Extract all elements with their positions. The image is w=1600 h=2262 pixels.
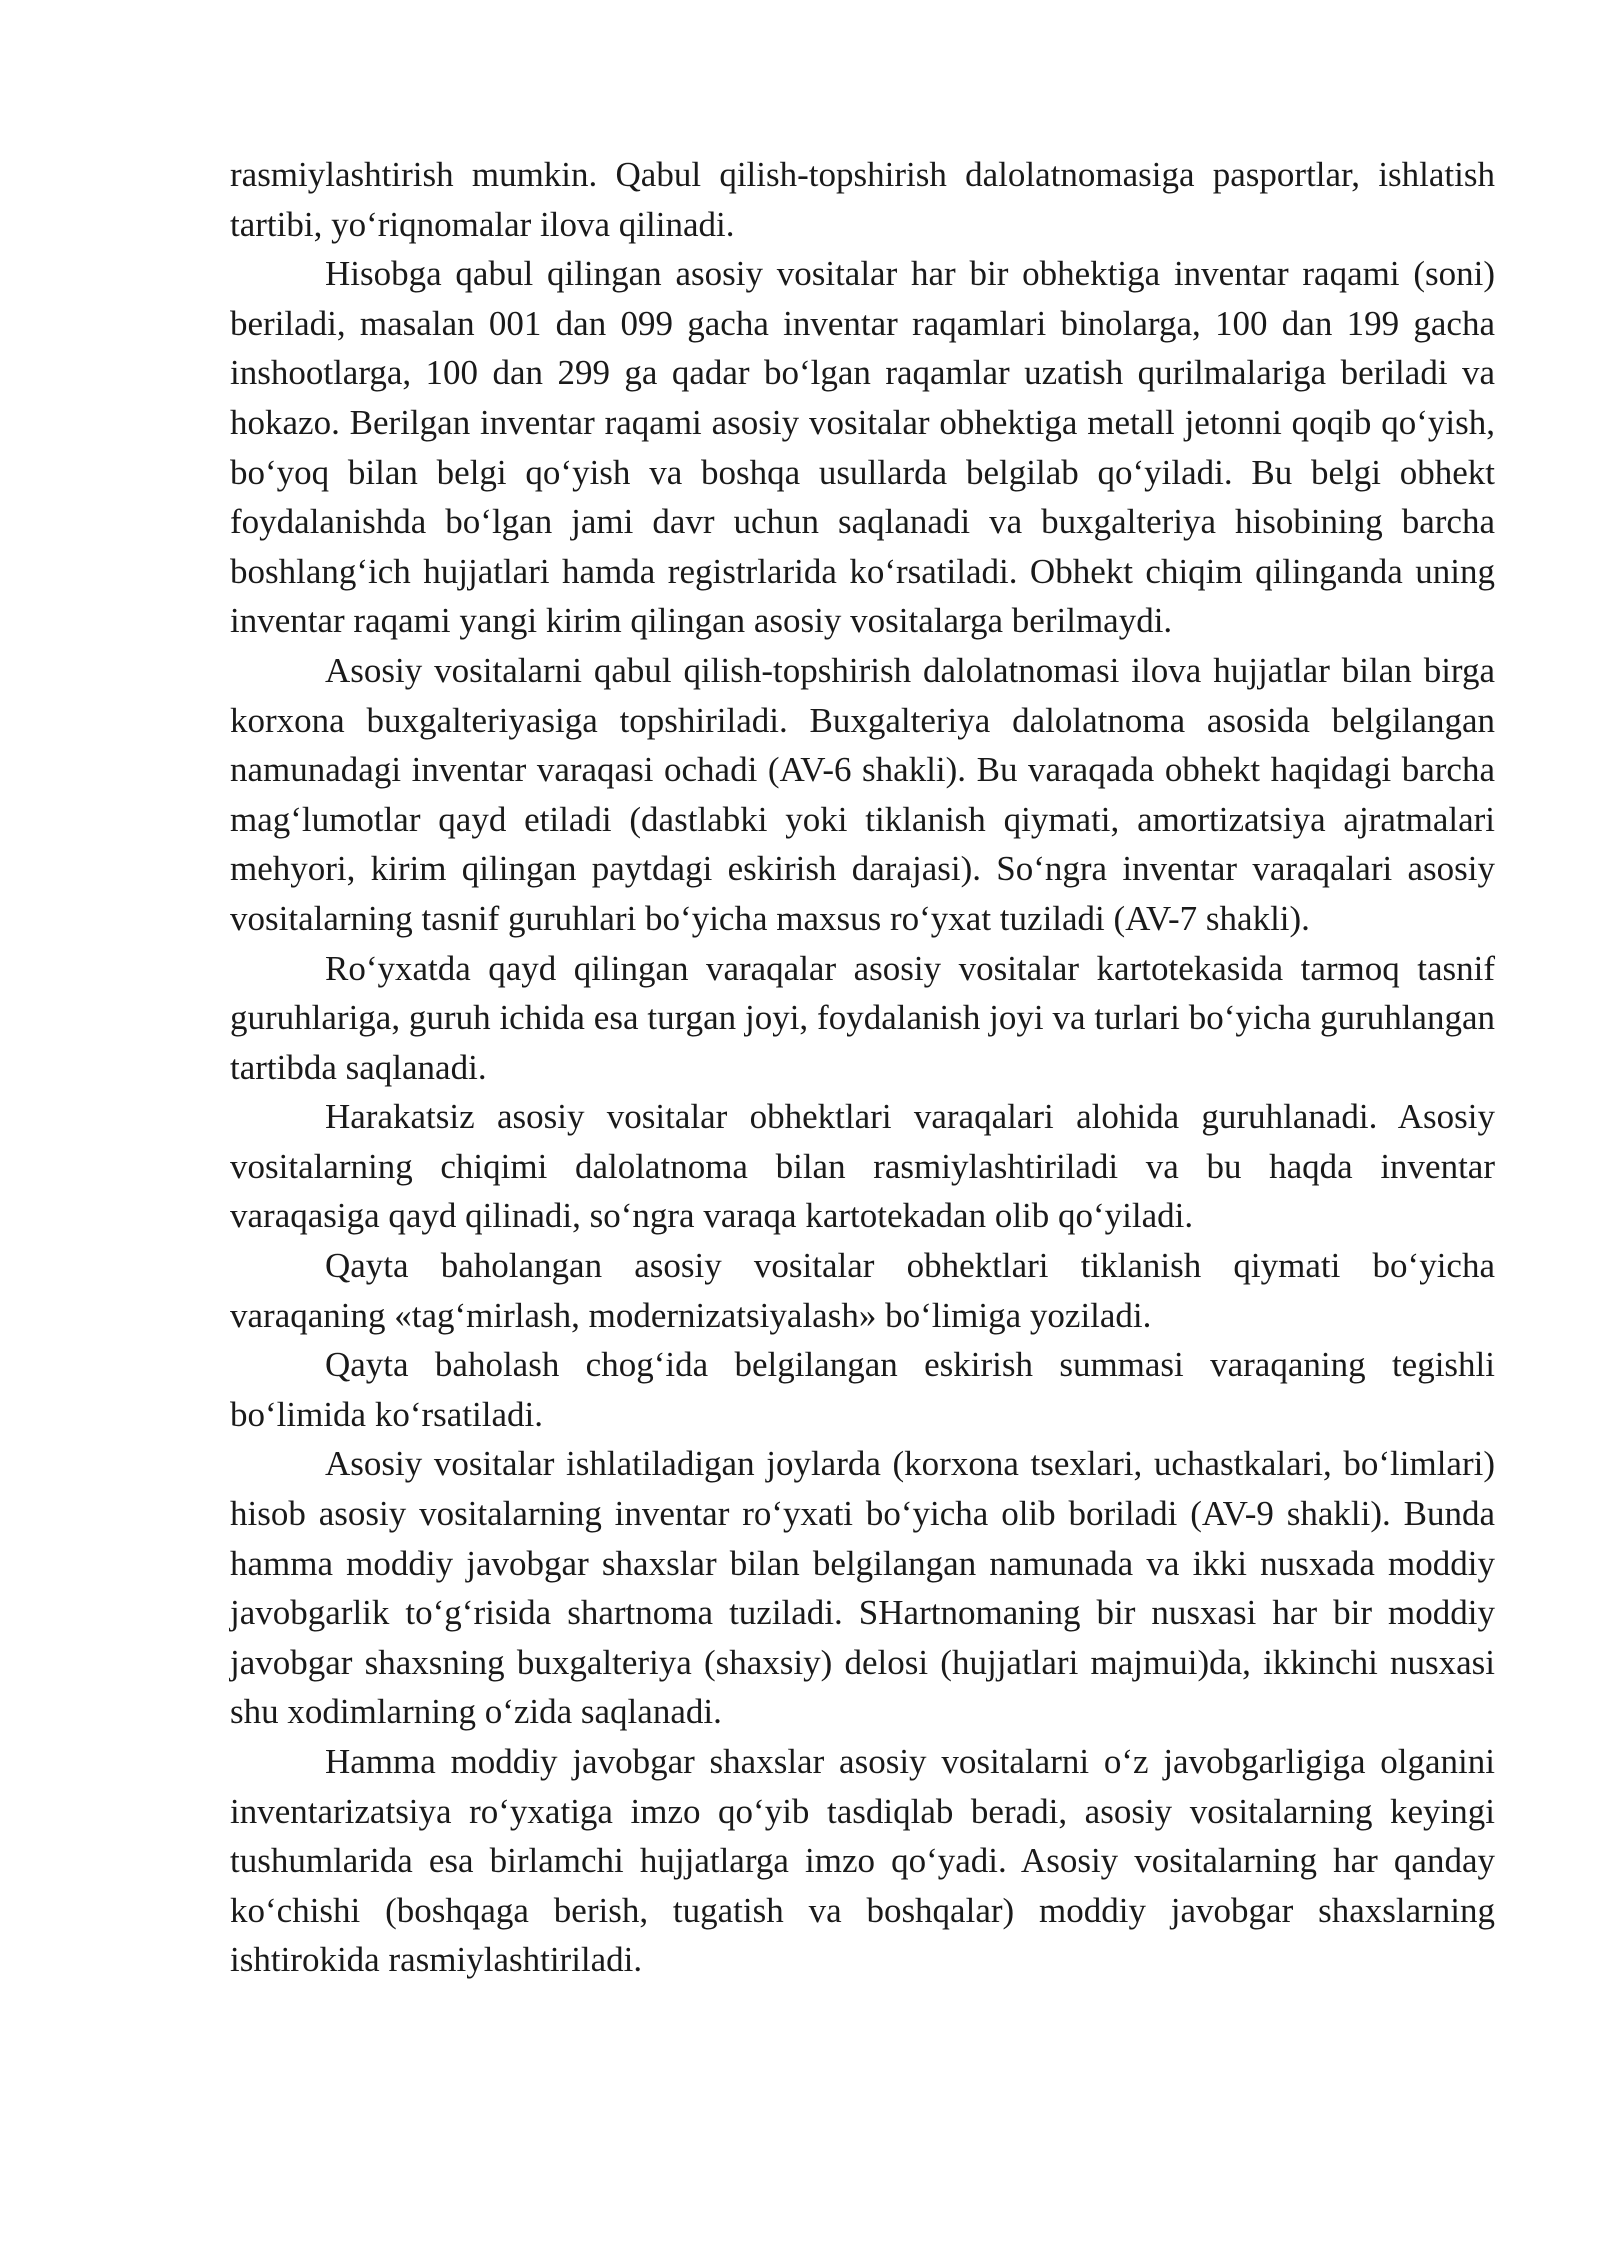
paragraph-responsible-persons: Hamma moddiy javobgar shaxslar asosiy vositalarni o‘z javobgarligiga olganini inventarizatsiya ro‘yxatiga imzo qo‘yib tasdiqlab beradi, asosiy vositalarning keyingi tushumlarida esa birlamchi hujjatlarga imzo qo‘yadi. Asosiy vositalarning har qanday ko‘chishi (boshqaga berish, tugatish va boshqalar) moddiy javobgar shaxslarning ishtirokida rasmiylashtiriladi. bbox=[230, 1742, 1495, 1980]
document-page bbox=[230, 150, 1495, 1985]
paragraph-inventory-card: Asosiy vositalarni qabul qilish-topshirish dalolatnomasi ilova hujjatlar bilan birga korxona buxgalteriyasiga topshiriladi. Buxgalteriya dalolatnoma asosida belgilangan namunadagi inventar varaqasi ochadi (AV-6 shakli). Bu varaqada obhekt haqidagi barcha mag‘lumotlar qayd etiladi (dastlabki yoki tiklanish qiymati, amortizatsiya ajratmalari mehyori, kirim qilingan paytdagi eskirish darajasi). So‘ngra inventar varaqalari asosiy vositalarning tasnif guruhlari bo‘yicha maxsus ro‘yxat tuziladi (AV-7 shakli). bbox=[230, 650, 1495, 938]
paragraph-idle-assets: Harakatsiz asosiy vositalar obhektlari varaqalari alohida guruhlanadi. Asosiy vositalarning chiqimi dalolatnoma bilan rasmiylashtiriladi va bu haqda inventar varaqasiga qayd qilinadi, so‘ngra varaqa kartotekadan olib qo‘yiladi. bbox=[230, 1097, 1495, 1236]
paragraph-revaluation: Qayta baholangan asosiy vositalar obhektlari tiklanish qiymati bo‘yicha varaqaning «tag‘mirlash, modernizatsiyalash» bo‘limiga yoziladi. bbox=[230, 1246, 1495, 1335]
paragraph-inventory-numbers: Hisobga qabul qilingan asosiy vositalar har bir obhektiga inventar raqami (soni) beriladi, masalan 001 dan 099 gacha inventar raqamlari binolarga, 100 dan 199 gacha inshootlarga, 100 dan 299 ga qadar bo‘lgan raqamlar uzatish qurilmalariga beriladi va hokazo. Berilgan inventar raqami asosiy vositalar obhektiga metall jetonni qoqib qo‘yish, bo‘yoq bilan belgi qo‘yish va boshqa usullarda belgilab qo‘yiladi. Bu belgi obhekt foydalanishda bo‘lgan jami davr uchun saqlanadi va buxgalteriya hisobining barcha boshlang‘ich hujjatlari hamda registrlarida ko‘rsatiladi. Obhekt chiqim qilinganda uning inventar raqami yangi kirim qilingan asosiy vositalarga berilmaydi. bbox=[230, 254, 1495, 641]
paragraph-card-index: Ro‘yxatda qayd qilingan varaqalar asosiy vositalar kartotekasida tarmoq tasnif guruhlariga, guruh ichida esa turgan joyi, foydalanish joyi va turlari bo‘yicha guruhlangan tartibda saqlanadi. bbox=[230, 948, 1495, 1087]
paragraph-continuation: rasmiylashtirish mumkin. Qabul qilish-topshirish dalolatnomasiga pasportlar, ishlatish tartibi, yo‘riqnomalar ilova qilinadi. bbox=[230, 155, 1495, 244]
paragraph-usage-locations: Asosiy vositalar ishlatiladigan joylarda (korxona tsexlari, uchastkalari, bo‘limlari) hisob asosiy vositalarning inventar ro‘yxati bo‘yicha olib boriladi (AV-9 shakli). Bunda hamma moddiy javobgar shaxslar bilan belgilangan namunada va ikki nusxada moddiy javobgarlik to‘g‘risida shartnoma tuziladi. SHartnomaning bir nusxasi har bir moddiy javobgar shaxsning buxgalteriya (shaxsiy) delosi (hujjatlari majmui)da, ikkinchi nusxasi shu xodimlarning o‘zida saqlanadi. bbox=[230, 1444, 1495, 1732]
paragraph-depreciation: Qayta baholash chog‘ida belgilangan eskirish summasi varaqaning tegishli bo‘limida ko‘rsatiladi. bbox=[230, 1345, 1495, 1434]
